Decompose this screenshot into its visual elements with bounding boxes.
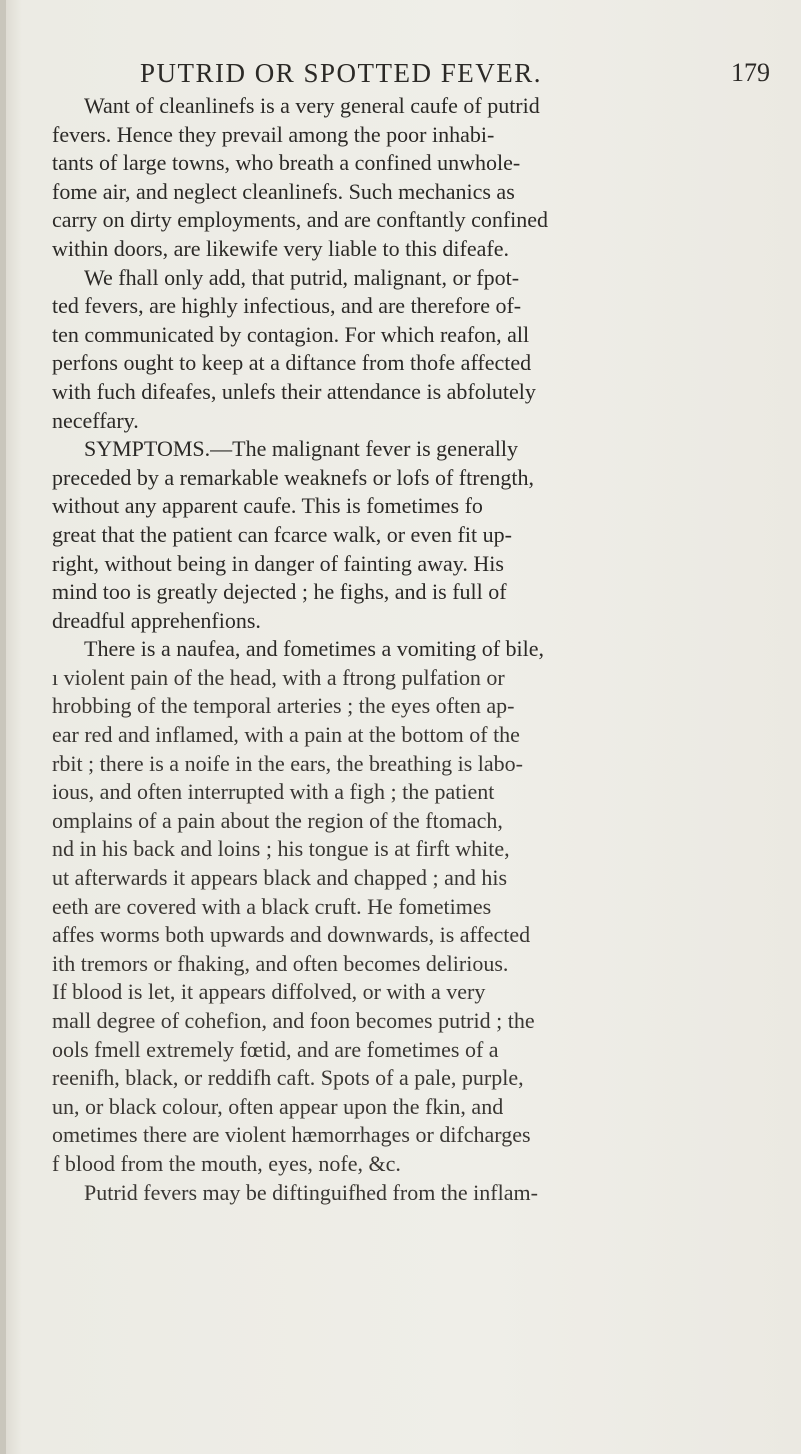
- text-line: fevers. Hence they prevail among the poor inhabi-: [52, 121, 495, 147]
- text-line: We fhall only add, that putrid, malignant, or fpot-: [84, 264, 520, 290]
- running-head: PUTRID OR SPOTTED FEVER.: [140, 58, 543, 88]
- text-line: f blood from the mouth, eyes, nofe, &c.: [52, 1150, 401, 1176]
- text-line: ı violent pain of the head, with a ftrong pulfation or: [52, 664, 505, 690]
- text-line: hrobbing of the temporal arteries ; the eyes often ap-: [52, 693, 515, 719]
- text-line: rbit ; there is a noife in the ears, the breathing is labo-: [52, 750, 524, 776]
- text-line: affes worms both upwards and downwards, is affected: [52, 922, 531, 948]
- text-line: with fuch difeafes, unlefs their attendance is abfolutely: [52, 378, 536, 404]
- text-line: ear red and inflamed, with a pain at the bottom of the: [52, 722, 520, 748]
- text-line: within doors, are likewife very liable to this difeafe.: [52, 235, 509, 261]
- text-line: fome air, and neglect cleanlinefs. Such mechanics as: [52, 178, 515, 204]
- text-line: neceffary.: [52, 407, 139, 433]
- text-line: There is a naufea, and fometimes a vomiting of bile,: [84, 636, 545, 662]
- text-line: nd in his back and loins ; his tongue is at firft white,: [52, 836, 510, 862]
- text-line: ut afterwards it appears black and chapped ; and his: [52, 865, 508, 891]
- text-line: omplains of a pain about the region of the ftomach,: [52, 807, 503, 833]
- text-line: un, or black colour, often appear upon the fkin, and: [52, 1093, 504, 1119]
- text-line: ometimes there are violent hæmorrhages or difcharges: [52, 1122, 531, 1148]
- text-line: dreadful apprehenfions.: [52, 607, 261, 633]
- text-line: ith tremors or fhaking, and often becomes delirious.: [52, 950, 509, 976]
- text-line: ten communicated by contagion. For which reafon, all: [52, 321, 530, 347]
- text-line: SYMPTOMS.—The malignant fever is generally: [84, 436, 519, 462]
- text-line: Putrid fevers may be diftinguifhed from the inflam-: [84, 1179, 538, 1205]
- text-line: If blood is let, it appears diffolved, or with a very: [52, 979, 486, 1005]
- text-line: tants of large towns, who breath a confined unwhole-: [52, 150, 521, 176]
- text-line: preceded by a remarkable weaknefs or lofs of ftrength,: [52, 464, 534, 490]
- text-line: eeth are covered with a black cruft. He fometimes: [52, 893, 492, 919]
- text-line: ious, and often interrupted with a figh ; the patient: [52, 779, 495, 805]
- text-line: carry on dirty employments, and are conftantly confined: [52, 207, 549, 233]
- page-number: 179: [731, 58, 770, 87]
- binding-edge: [0, 0, 6, 1454]
- body-text: [52, 92, 782, 1207]
- text-line: mind too is greatly dejected ; he fighs, and is full of: [52, 579, 507, 605]
- text-line: ools fmell extremely fœtid, and are fometimes of a: [52, 1036, 499, 1062]
- text-line: mall degree of cohefion, and foon becomes putrid ; the: [52, 1008, 535, 1033]
- text-line: right, without being in danger of fainting away. His: [52, 550, 504, 576]
- text-line: ted fevers, are highly infectious, and are therefore of-: [52, 293, 522, 319]
- text-line: perfons ought to keep at a diftance from thofe affected: [52, 350, 532, 376]
- text-line: Want of cleanlinefs is a very general caufe of putrid: [84, 93, 540, 118]
- text-line: great that the patient can fcarce walk, or even fit up-: [52, 521, 512, 547]
- text-line: without any apparent caufe. This is fometimes fo: [52, 493, 483, 519]
- text-line: reenifh, black, or reddifh caft. Spots of a pale, purple,: [52, 1065, 524, 1091]
